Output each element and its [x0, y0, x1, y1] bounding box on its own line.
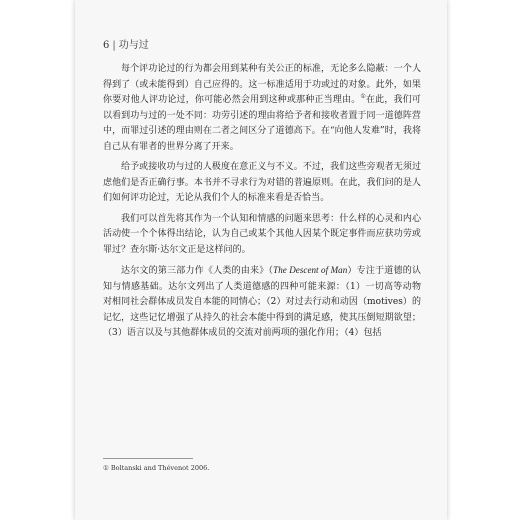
paragraph-text: 达尔文的第三部力作《人类的由来》（	[121, 266, 274, 276]
paragraph-text: 在此，我们可以看到功与过的一处不同：功劳引述的理由将给予者和接收者置于同一道德阵营中，而罪过引述的理由则在二者之间区分了道德高下。在“向他人发难”时，我将自己从有罪者的世界分离了开来。	[103, 95, 421, 152]
footnote-reference: ①	[360, 93, 366, 100]
running-header	[103, 36, 149, 51]
footnote-rule	[103, 458, 193, 459]
body-paragraph	[103, 160, 421, 207]
header-separator: |	[112, 40, 116, 51]
body-paragraph	[103, 62, 421, 155]
footnote	[103, 464, 209, 472]
running-title: 功与过	[118, 40, 149, 51]
paragraph-text: 我们可以首先将其作为一个认知和情感的问题来思考：什么样的心灵和内心活动使一个个体得出结论，认为自己或某个其他人因某个既定事件而应获功劳或罪过？查尔斯·达尔文正是这样问的。	[103, 213, 421, 255]
book-title-english: The Descent of Man	[273, 265, 348, 275]
body-paragraph	[103, 263, 421, 342]
book-page	[75, 0, 447, 520]
footnote-text: Boltanski and Thévenot 2006.	[110, 464, 210, 472]
page-body	[103, 62, 421, 347]
footnote-mark: ①	[103, 464, 109, 472]
body-paragraph	[103, 212, 421, 259]
paragraph-text: 给予或接收功与过的人极度在意正义与不义。不过，我们这些旁观者无须过虑他们是否正确行事。本书并不寻求行为对错的普遍原则。在此，我们问的是人们如何评功论过，无论从我们个人的标准来看是否恰当。	[103, 162, 421, 203]
paragraph-text: ）专注于道德的认知与情感基础。达尔文列出了人类道德感的四种可能来源：（1）一切高等动物对相同社会群体成员发自本能的同情心；（2）对过去行动和动因（motives）的记忆，这些记忆增强了从持久的社会本能中得到的满足感，使其压倒短期欲望；（3）语言以及与其他群体成员的交流对前两项的强化作用；（4）包括	[103, 266, 421, 338]
paragraph-text: 每个评功论过的行为都会用到某种有关公正的标准，无论多么隐蔽：一个人得到了（或未能得到）自己应得的。这一标准适用于功或过的对象。此外，如果你要对他人评功论过，你可能必然会用到这种或那种正当理由。	[103, 64, 421, 105]
page-number: 6	[103, 40, 110, 51]
